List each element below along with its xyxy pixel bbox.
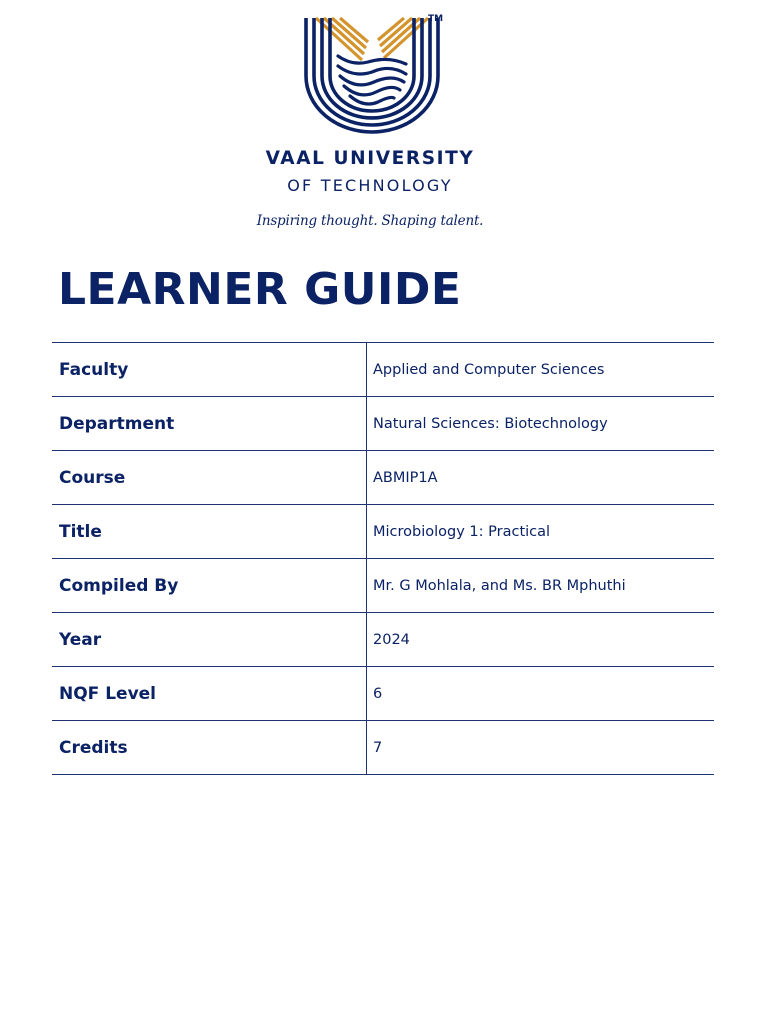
university-name-line1: VAAL UNIVERSITY [265,148,475,169]
university-logo [240,12,500,242]
row-value: 7 [367,721,715,775]
university-tagline: Inspiring thought. Shaping talent. [256,213,484,229]
row-value: 6 [367,667,715,721]
document-title: LEARNER GUIDE [58,264,462,315]
university-name-line2: OF TECHNOLOGY [287,176,453,195]
table-row [52,343,714,397]
course-info-table [52,342,714,775]
row-value: ABMIP1A [367,451,715,505]
row-label: Title [52,505,367,559]
row-label: Department [52,397,367,451]
table-row [52,397,714,451]
row-value: Mr. G Mohlala, and Ms. BR Mphuthi [367,559,715,613]
table-row [52,505,714,559]
row-label: Year [52,613,367,667]
table-row [52,721,714,775]
row-label: NQF Level [52,667,367,721]
table-row [52,667,714,721]
row-value: 2024 [367,613,715,667]
row-value: Natural Sciences: Biotechnology [367,397,715,451]
row-label: Credits [52,721,367,775]
row-label: Compiled By [52,559,367,613]
row-value: Microbiology 1: Practical [367,505,715,559]
university-shield-icon [302,16,442,134]
row-value: Applied and Computer Sciences [367,343,715,397]
table-row [52,613,714,667]
table-row [52,451,714,505]
trademark-symbol: TM [428,14,444,24]
table-row [52,559,714,613]
row-label: Faculty [52,343,367,397]
row-label: Course [52,451,367,505]
